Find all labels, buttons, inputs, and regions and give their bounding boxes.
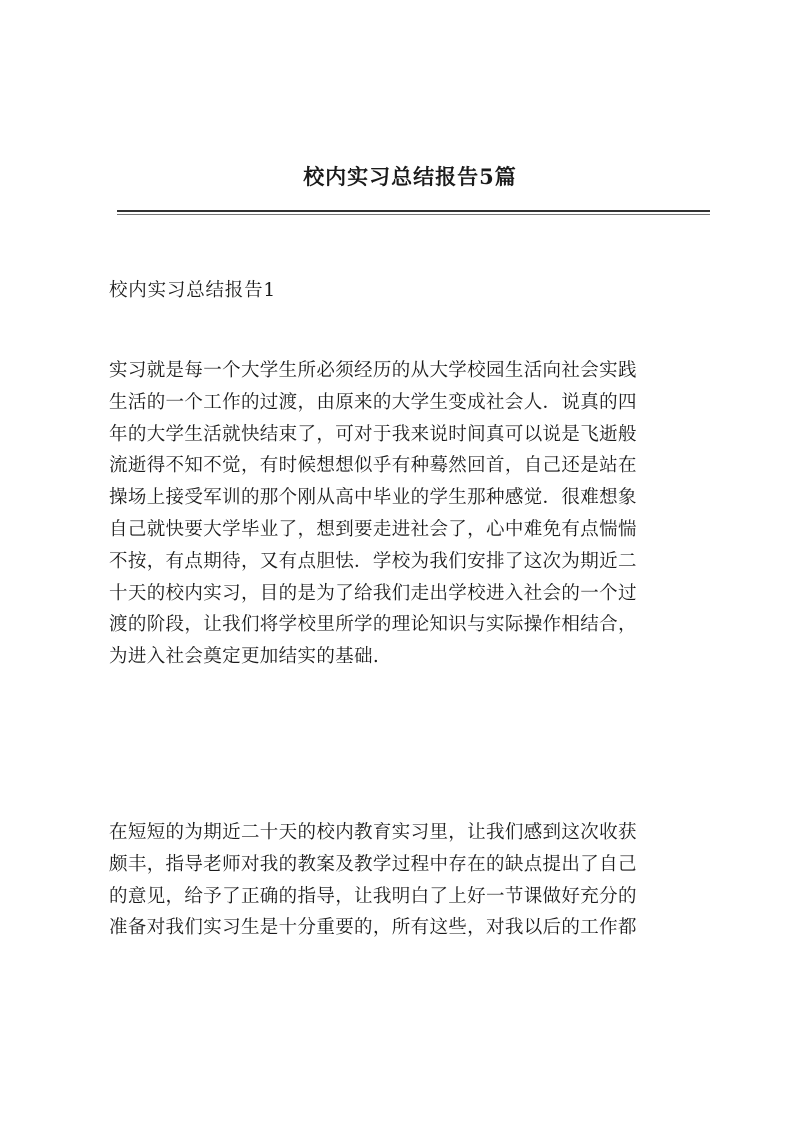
paragraph-2 [109,817,713,944]
paragraph-line: 自己就快要大学毕业了，想到要走进社会了，心中难免有点惴惴 [109,518,637,540]
paragraph-line: 操场上接受军训的那个刚从高中毕业的学生那种感觉．很难想象 [109,487,637,509]
document-title: 校内实习总结报告5篇 [303,164,517,189]
paragraph-line: 流逝得不知不觉，有时候想想似乎有种蓦然回首，自己还是站在 [109,455,637,477]
paragraph-line: 十天的校内实习，目的是为了给我们走出学校进入社会的一个过 [109,582,637,604]
paragraph-line: 为进入社会奠定更加结实的基础. [109,646,380,668]
paragraph-line: 实习就是每一个大学生所必须经历的从大学校园生活向社会实践 [109,360,637,381]
paragraph-1 [109,355,713,673]
paragraph-line: 准备对我们实习生是十分重要的，所有这些，对我以后的工作都 [109,917,637,939]
paragraph-line: 年的大学生活就快结束了，可对于我来说时间真可以说是飞逝般 [109,423,637,445]
title-divider [117,210,710,215]
section-heading: 校内实习总结报告1 [109,280,276,301]
paragraph-line: 颇丰，指导老师对我的教案及教学过程中存在的缺点提出了自己 [109,853,637,875]
paragraph-line: 渡的阶段，让我们将学校里所学的理论知识与实际操作相结合， [109,614,637,636]
paragraph-line: 在短短的为期近二十天的校内教育实习里，让我们感到这次收获 [109,822,637,843]
paragraph-line: 的意见，给予了正确的指导，让我明白了上好一节课做好充分的 [109,885,637,907]
paragraph-line: 不按，有点期待，又有点胆怯．学校为我们安排了这次为期近二 [109,550,637,572]
paragraph-line: 生活的一个工作的过渡，由原来的大学生变成社会人．说真的四 [109,391,637,413]
